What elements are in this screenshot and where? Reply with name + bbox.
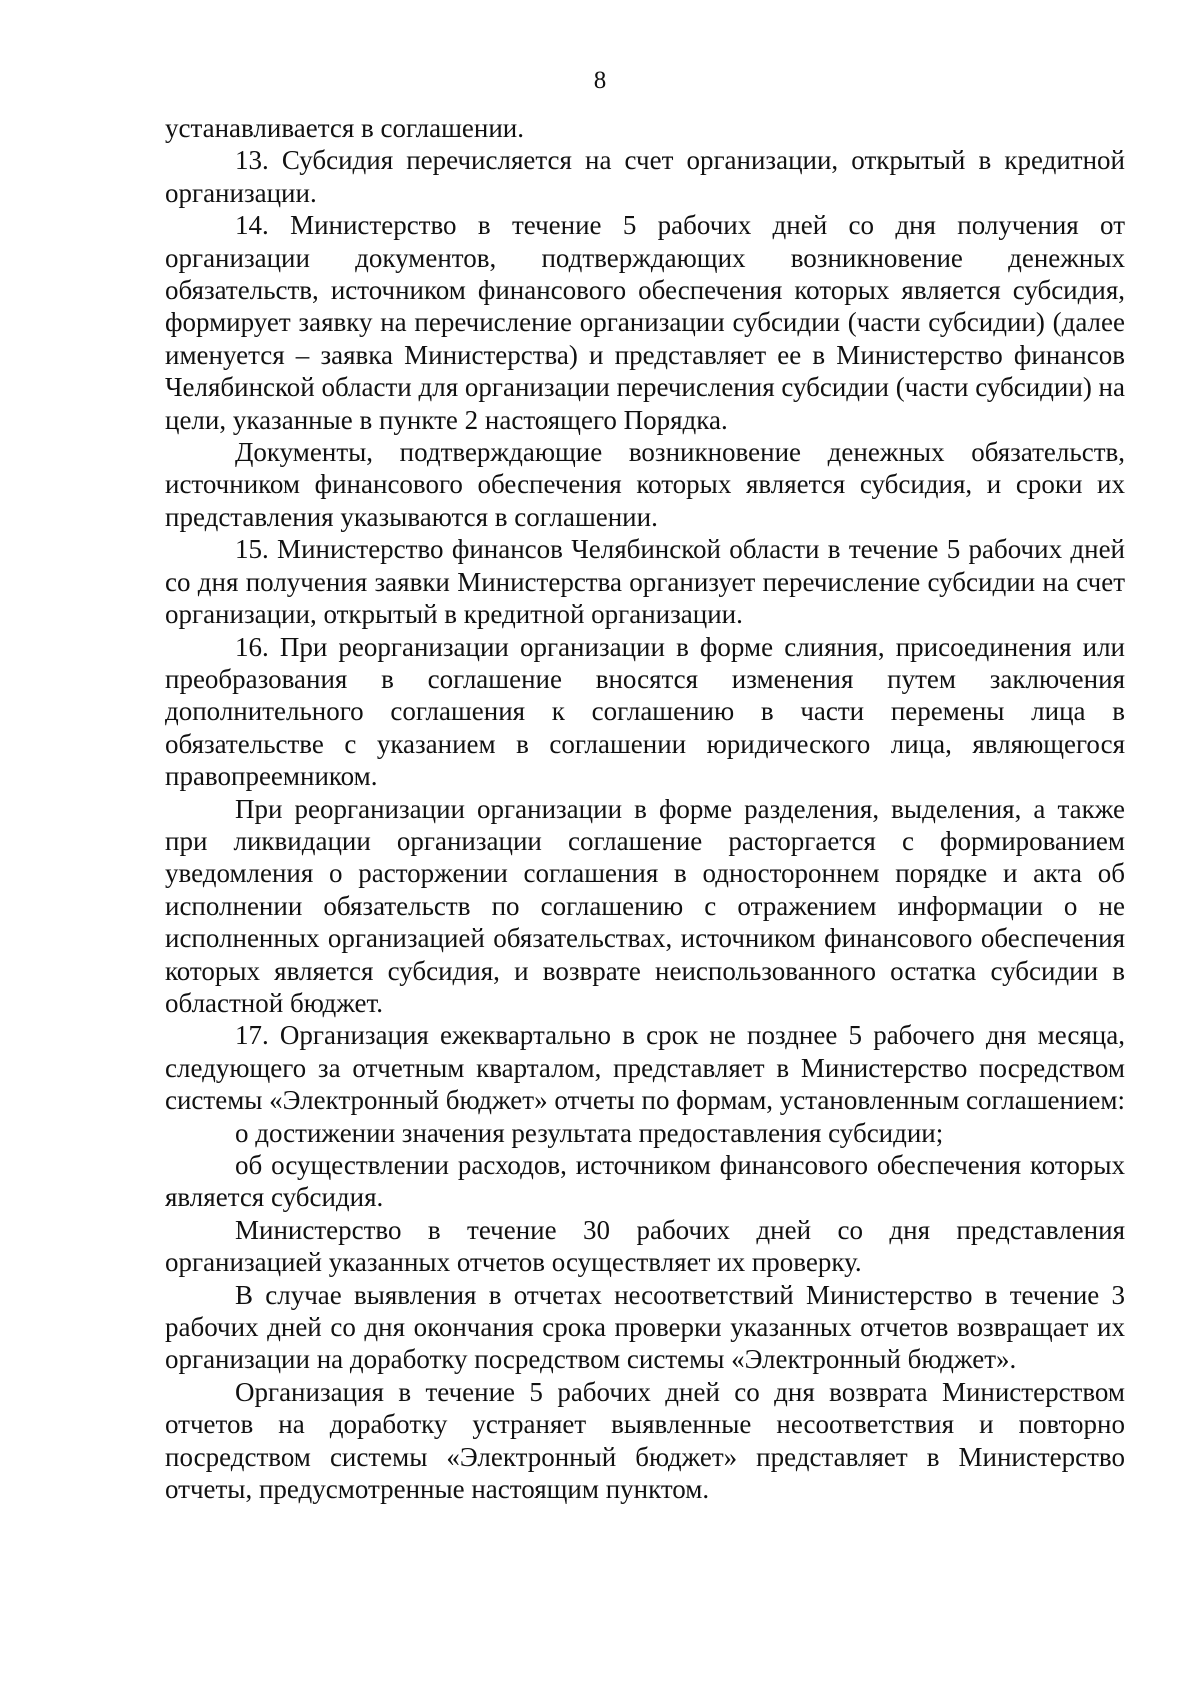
paragraph-rework: Организация в течение 5 рабочих дней со дня возврата Министерством отчетов на доработку устраняет выявленные несоответствия и повторно посредством системы «Электронный бюджет» представляет в Министерство отчеты, предусмотренные настоящим пунктом. [165,1376,1125,1505]
paragraph-continuation: устанавливается в соглашении. [165,113,525,143]
paragraph-review: Министерство в течение 30 рабочих дней со дня представления организацией указанных отчетов осуществляет их проверку. [165,1214,1125,1278]
paragraph-item-13: 13. Субсидия перечисляется на счет организации, открытый в кредитной организации. [165,145,1125,208]
page-number: 8 [593,67,607,94]
paragraph-reorganization: При реорганизации организации в форме разделения, выделения, а также при ликвидации организации соглашение расторгается с формированием уведомления о расторжении соглашения в одностороннем порядке и акта об исполнении обязательств по соглашению с отражением информации о не исполненных организацией обязательствах, источником финансового обеспечения которых является субсидия, и возврате неиспользованного остатка субсидии в областной бюджет. [165,793,1125,1018]
paragraph-item-14: 14. Министерство в течение 5 рабочих дней со дня получения от организации документов, подтверждающих возникновение денежных обязательств, источником финансового обеспечения которых является субсидия, формирует заявку на перечисление организации субсидии (части субсидии) (далее именуется – заявка Министерства) и представляет ее в Министерство финансов Челябинской области для организации перечисления субсидии (части субсидии) на цели, указанные в пункте 2 настоящего Порядка. [165,210,1125,435]
paragraph-item-15: 15. Министерство финансов Челябинской области в течение 5 рабочих дней со дня получения заявки Министерства организует перечисление субсидии на счет организации, открытый в кредитной организации. [165,534,1125,630]
paragraph-item-17: 17. Организация ежеквартально в срок не позднее 5 рабочего дня месяца, следующего за отчетным кварталом, представляет в Министерство посредством системы «Электронный бюджет» отчеты по формам, установленным соглашением: [165,1020,1125,1116]
paragraph-report-result: о достижении значения результата предоставления субсидии; [235,1117,944,1148]
document-body [165,112,1125,1505]
paragraph-item-16: 16. При реорганизации организации в форме слияния, присоединения или преобразования в соглашение вносятся изменения путем заключения дополнительного соглашения к соглашению в части перемены лица в обязательстве с указанием в соглашении юридического лица, являющегося правопреемником. [165,631,1125,792]
paragraph-mismatch: В случае выявления в отчетах несоответствий Министерство в течение 3 рабочих дней со дня окончания срока проверки указанных отчетов возвращает их организации на доработку посредством системы «Электронный бюджет». [165,1279,1125,1375]
paragraph-documents: Документы, подтверждающие возникновение денежных обязательств, источником финансового обеспечения которых является субсидия, и сроки их представления указываются в соглашении. [165,437,1125,532]
paragraph-report-expenses: об осуществлении расходов, источником финансового обеспечения которых является субсидия. [165,1150,1125,1213]
